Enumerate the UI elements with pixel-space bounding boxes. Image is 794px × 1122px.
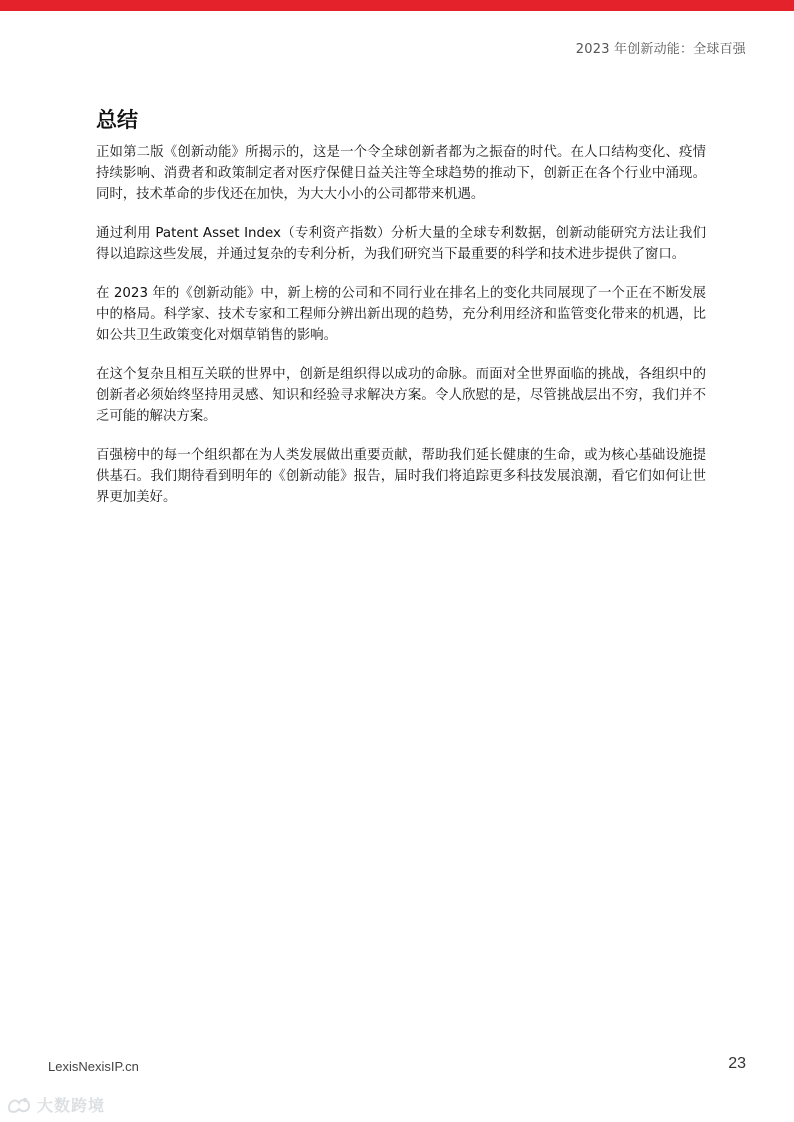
body-text: [96, 142, 706, 526]
watermark-text: 大数跨境: [37, 1096, 106, 1115]
paragraph: 正如第二版《创新动能》所揭示的，这是一个令全球创新者都为之振奋的时代。在人口结构变化、疫情持续影响、消费者和政策制定者对医疗保健日益关注等全球趋势的推动下，创新正在各个行业中涌现。同时，技术革命的步伐还在加快，为大大小小的公司都带来机遇。: [96, 145, 706, 202]
section-title: 总结: [96, 108, 138, 132]
page-number: 23: [728, 1055, 746, 1072]
footer-site-link[interactable]: LexisNexisIP.cn: [48, 1059, 139, 1074]
paragraph: 百强榜中的每一个组织都在为人类发展做出重要贡献，帮助我们延长健康的生命，或为核心基础设施提供基石。我们期待看到明年的《创新动能》报告，届时我们将追踪更多科技发展浪潮，看它们如何让世界更加美好。: [96, 448, 706, 505]
top-accent-bar: [0, 0, 794, 11]
running-header: 2023 年创新动能：全球百强: [575, 42, 746, 57]
paragraph: 通过利用 Patent Asset Index（专利资产指数）分析大量的全球专利数据，创新动能研究方法让我们得以追踪这些发展，并通过复杂的专利分析，为我们研究当下最重要的科学和技术进步提供了窗口。: [96, 226, 706, 262]
watermark: [6, 1093, 105, 1116]
watermark-logo-icon: [6, 1094, 32, 1116]
paragraph: 在 2023 年的《创新动能》中，新上榜的公司和不同行业在排名上的变化共同展现了一个正在不断发展中的格局。科学家、技术专家和工程师分辨出新出现的趋势，充分利用经济和监管变化带来的机遇，比如公共卫生政策变化对烟草销售的影响。: [96, 286, 706, 343]
paragraph: 在这个复杂且相互关联的世界中，创新是组织得以成功的命脉。而面对全世界面临的挑战，各组织中的创新者必须始终坚持用灵感、知识和经验寻求解决方案。令人欣慰的是，尽管挑战层出不穷，我们并不乏可能的解决方案。: [96, 367, 706, 424]
